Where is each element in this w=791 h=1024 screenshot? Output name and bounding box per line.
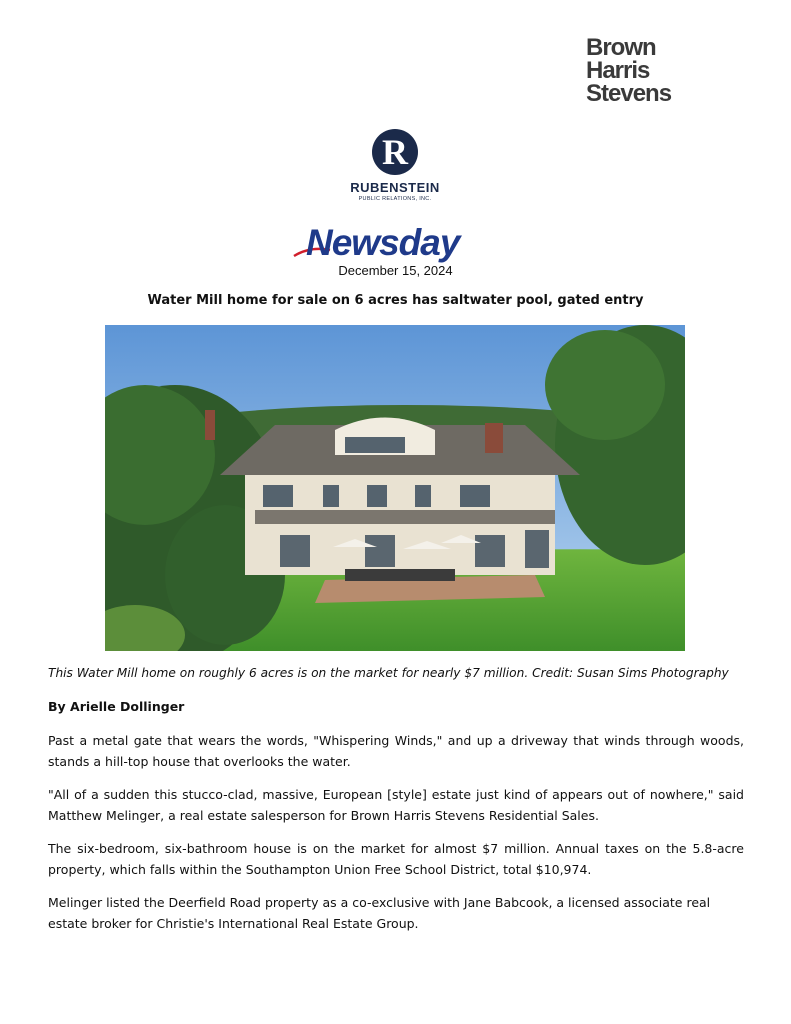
newsday-wordmark: Newsday: [306, 222, 460, 263]
house-photo: [105, 325, 685, 651]
paragraph: Melinger listed the Deerfield Road property as a co-exclusive with Jane Babcook, a licensed associate real estate broker for Christie's International Real Estate Group.: [48, 895, 711, 931]
rubenstein-name: RUBENSTEIN: [350, 180, 440, 195]
paragraph: The six-bedroom, six-bathroom house is on the market for almost $7 million. Annual taxes on the 5.8-acre property, which falls within the Southampton Union Free School District, total $10,974.: [48, 841, 744, 877]
photo-caption: This Water Mill home on roughly 6 acres is on the market for nearly $7 million. Credit: Susan Sims Photography: [48, 666, 729, 680]
newsday-logo: [292, 222, 502, 262]
rubenstein-logo: [340, 128, 450, 202]
logo-line: Stevens: [586, 80, 672, 107]
paragraph: "All of a sudden this stucco-clad, massive, European [style] estate just kind of appears out of nowhere," said Matthew Melinger, a real estate salesperson for Brown Harris Stevens Residential Sales.: [48, 787, 744, 823]
brown-harris-stevens-logo: [586, 36, 686, 105]
logo-line: Harris: [586, 57, 650, 84]
article-date: December 15, 2024: [338, 263, 453, 278]
paragraph: Past a metal gate that wears the words, "Whispering Winds," and up a driveway that winds through woods, stands a hill-top house that overlooks the water.: [48, 733, 744, 769]
house-photo-image: [105, 325, 685, 651]
article-headline: Water Mill home for sale on 6 acres has saltwater pool, gated entry: [147, 293, 644, 308]
byline: By Arielle Dollinger: [48, 699, 185, 714]
rubenstein-r-icon: [371, 128, 419, 178]
rubenstein-subtitle: PUBLIC RELATIONS, INC.: [358, 196, 432, 202]
logo-line: Brown: [586, 34, 656, 61]
rubenstein-mark: R: [382, 132, 408, 172]
